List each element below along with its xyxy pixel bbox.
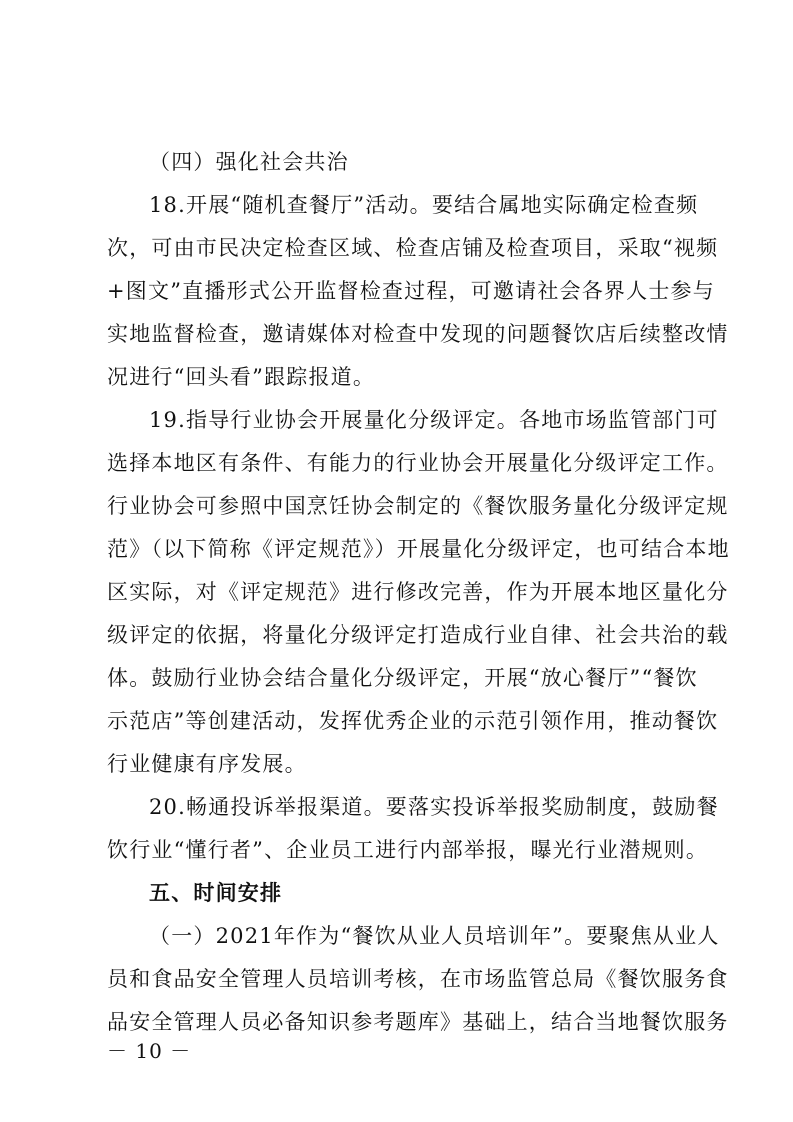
paragraph-19-line: 19.指导行业协会开展量化分级评定。各地市场监管部门可	[149, 408, 719, 432]
paragraph-schedule-line: 员和食品安全管理人员培训考核，在市场监管总局《餐饮服务食	[107, 967, 729, 991]
paragraph-19-line: 范》（以下简称《评定规范》）开展量化分级评定，也可结合本地	[107, 537, 730, 561]
paragraph-18-line: 况进行“回头看”跟踪报道。	[107, 365, 376, 389]
paragraph-19-line: 示范店”等创建活动，发挥优秀企业的示范引领作用，推动餐饮	[107, 709, 719, 733]
paragraph-19-line: 级评定的依据，将量化分级评定打造成行业自律、社会共治的载	[107, 623, 729, 647]
paragraph-18-line: 次，可由市民决定检查区域、检查店铺及检查项目，采取“视频	[107, 236, 719, 260]
paragraph-20-line: 20.畅通投诉举报渠道。要落实投诉举报奖励制度，鼓励餐	[149, 795, 719, 819]
paragraph-19-line: 行业协会可参照中国烹饪协会制定的《餐饮服务量化分级评定规	[107, 494, 729, 518]
paragraph-19-line: 体。鼓励行业协会结合量化分级评定，开展“放心餐厅”“餐饮	[107, 666, 698, 690]
paragraph-19-line: 行业健康有序发展。	[107, 752, 307, 776]
paragraph-schedule-line: （一）2021年作为“餐饮从业人员培训年”。要聚焦从业人	[149, 924, 720, 948]
paragraph-20-line: 饮行业“懂行者”、企业员工进行内部举报，曝光行业潜规则。	[107, 838, 709, 862]
page-number: － 10 －	[107, 1039, 192, 1063]
paragraph-19-line: 选择本地区有条件、有能力的行业协会开展量化分级评定工作。	[107, 451, 729, 475]
subheading-strengthen-social-governance: （四）强化社会共治	[149, 150, 349, 174]
paragraph-18-line: 实地监督检查，邀请媒体对检查中发现的问题餐饮店后续整改情	[107, 322, 729, 346]
paragraph-schedule-line: 品安全管理人员必备知识参考题库》基础上，结合当地餐饮服务	[107, 1010, 729, 1034]
section-heading-schedule: 五、时间安排	[149, 881, 283, 905]
paragraph-18-line: 18.开展“随机查餐厅”活动。要结合属地实际确定检查频	[149, 193, 699, 217]
paragraph-19-line: 区实际，对《评定规范》进行修改完善，作为开展本地区量化分	[107, 580, 729, 604]
paragraph-18-line: +图文”直播形式公开监督检查过程，可邀请社会各界人士参与	[107, 279, 715, 303]
